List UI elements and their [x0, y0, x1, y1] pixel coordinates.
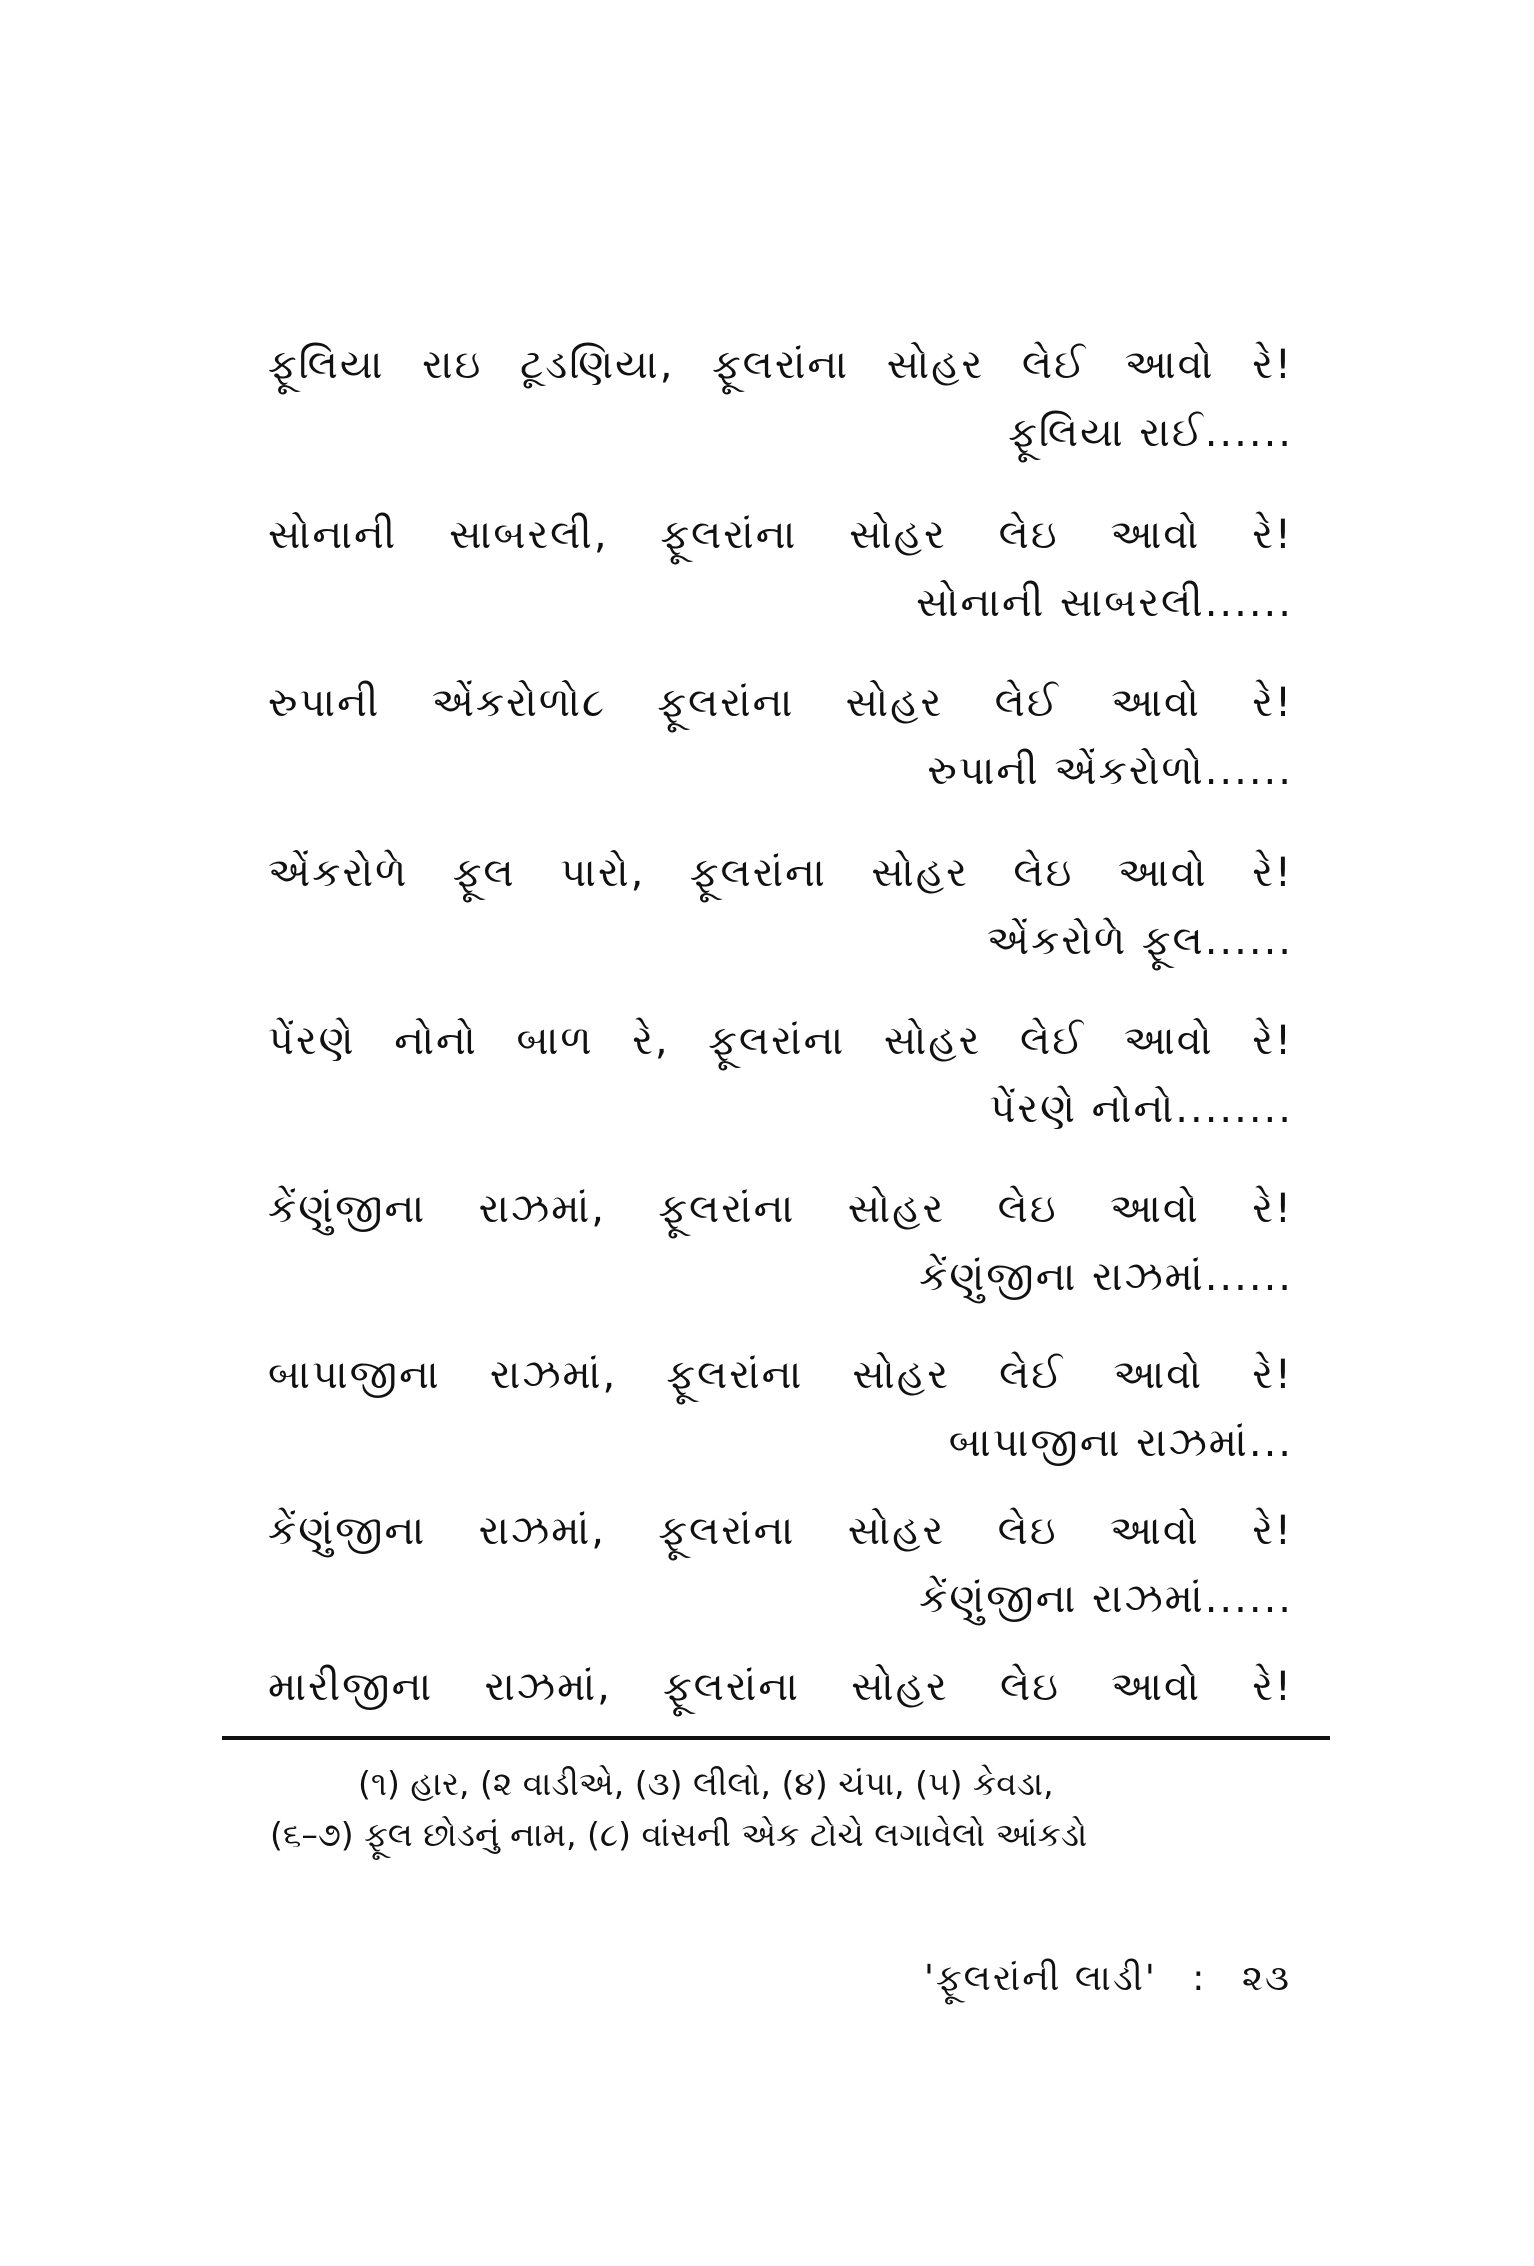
line-word: મારીજીના — [268, 1664, 434, 1710]
stanza-refrain: કેંણુંજીના રાઝમાં...... — [919, 1576, 1293, 1622]
line-word: સોહર — [845, 680, 944, 726]
page-footer — [924, 1958, 1291, 2000]
line-word: આવો — [1110, 512, 1201, 558]
line-word: પારો, — [560, 850, 646, 896]
stanza-refrain: રુપાની એંકરોળો...... — [927, 748, 1293, 794]
line-word: ફૂલરાંના — [663, 1664, 800, 1710]
line-word: રે! — [1252, 850, 1293, 896]
line-word: લેઇ — [1013, 850, 1074, 896]
stanza-line — [268, 850, 1293, 896]
stanza-8 — [268, 1508, 1293, 1622]
line-word: લેઈ — [1021, 342, 1088, 388]
stanza-line — [268, 512, 1293, 558]
line-word: કેંણુંજીના — [268, 1186, 427, 1232]
stanza-2 — [268, 512, 1293, 626]
line-word: એંકરોળો૮ — [431, 680, 607, 726]
line-word: આવો — [1111, 1664, 1201, 1710]
line-word: નોનો — [394, 1018, 478, 1064]
line-word: ફૂલરાંના — [689, 850, 827, 896]
line-word: ફૂલરાંના — [660, 512, 798, 558]
line-word: રે! — [1252, 1018, 1293, 1064]
line-word: લેઈ — [999, 1352, 1065, 1398]
line-word: રે! — [1252, 1186, 1293, 1232]
line-word: સોનાની — [268, 512, 398, 558]
stanza-refrain: સોનાની સાબરલી...... — [916, 580, 1293, 626]
line-word: લેઇ — [999, 1664, 1060, 1710]
line-word: સોહર — [851, 1664, 949, 1710]
stanza-line — [268, 680, 1293, 726]
line-word: પેંરણે — [268, 1018, 356, 1064]
line-word: સોહર — [883, 1018, 982, 1064]
stanza-3 — [268, 680, 1293, 794]
line-word: આવો — [1113, 1352, 1204, 1398]
running-title: 'ફૂલરાંની લાડી' — [924, 1958, 1157, 1999]
stanza-line — [268, 342, 1293, 388]
line-word: ફૂલરાંના — [708, 1018, 846, 1064]
line-word: સોહર — [852, 1352, 950, 1398]
stanza-refrain: ફૂલિયા રાઈ...... — [1008, 410, 1293, 456]
line-word: સાબરલી, — [449, 512, 609, 558]
line-word: ફૂલરાંના — [657, 680, 795, 726]
line-word: એંકરોળે — [268, 850, 409, 896]
line-word: લેઈ — [1020, 1018, 1086, 1064]
stanza-refrain: બાપાજીના રાઝમાં... — [948, 1420, 1293, 1466]
line-word: ટૂડણિયા, — [519, 342, 675, 388]
line-word: લેઈ — [994, 680, 1060, 726]
stanza-6 — [268, 1186, 1293, 1300]
line-word: રાઝમાં, — [489, 1352, 618, 1398]
footer-separator: : — [1192, 1958, 1207, 1999]
line-word: ફૂલરાંના — [712, 342, 849, 388]
line-word: લેઇ — [998, 512, 1059, 558]
line-word: રે! — [1252, 680, 1293, 726]
stanza-9 — [268, 1664, 1293, 1710]
line-word: રે! — [1252, 1508, 1293, 1554]
stanza-line — [268, 1508, 1293, 1554]
footnotes — [270, 1758, 1310, 1860]
line-word: લેઇ — [997, 1508, 1058, 1554]
line-word: ફૂલ — [452, 850, 516, 896]
line-word: રાઇ — [422, 342, 483, 388]
line-word: બાપાજીના — [268, 1352, 441, 1398]
line-word: લેઇ — [997, 1186, 1058, 1232]
stanza-5 — [268, 1018, 1293, 1132]
line-word: આવો — [1110, 1508, 1200, 1554]
line-word: ફૂલરાંના — [658, 1186, 796, 1232]
line-word: આવો — [1124, 342, 1215, 388]
page-number: ૨૩ — [1241, 1958, 1291, 1999]
stanza-line — [268, 1352, 1293, 1398]
line-word: રે, — [632, 1018, 670, 1064]
line-word: આવો — [1110, 1186, 1200, 1232]
line-word: રે! — [1252, 512, 1293, 558]
line-word: બાળ — [516, 1018, 594, 1064]
line-word: આવો — [1117, 850, 1208, 896]
stanza-line — [268, 1664, 1293, 1710]
line-word: સોહર — [886, 342, 985, 388]
line-word: રે! — [1252, 342, 1293, 388]
line-word: સોહર — [871, 850, 969, 896]
stanza-refrain: પેંરણે નોનો........ — [989, 1086, 1293, 1132]
line-word: રાઝમાં, — [478, 1186, 606, 1232]
line-word: રે! — [1252, 1352, 1293, 1398]
stanza-4 — [268, 850, 1293, 964]
line-word: રાઝમાં, — [484, 1664, 612, 1710]
stanza-line — [268, 1018, 1293, 1064]
line-word: રાઝમાં, — [478, 1508, 606, 1554]
line-word: સોહર — [847, 1508, 946, 1554]
line-word: ફૂલિયા — [268, 342, 385, 388]
stanza-line — [268, 1186, 1293, 1232]
footnote-line: (૧) હાર, (૨ વાડીએ, (૩) લીલો, (૪) ચંપા, (૫) કેવડા, — [358, 1764, 1054, 1803]
stanza-refrain: કેંણુંજીના રાઝમાં...... — [919, 1254, 1293, 1300]
footnote-divider — [222, 1736, 1330, 1740]
line-word: રે! — [1252, 1664, 1293, 1710]
line-word: સોહર — [847, 1186, 946, 1232]
stanza-7 — [268, 1352, 1293, 1466]
line-word: સોહર — [849, 512, 947, 558]
line-word: ફૂલરાંના — [658, 1508, 796, 1554]
stanza-1 — [268, 342, 1293, 456]
line-word: આવો — [1111, 680, 1201, 726]
line-word: આવો — [1123, 1018, 1214, 1064]
line-word: ફૂલરાંના — [666, 1352, 804, 1398]
stanza-refrain: એંકરોળે ફૂલ...... — [986, 918, 1293, 964]
line-word: રુપાની — [268, 680, 381, 726]
footnote-line: (૬–૭) ફૂલ છોડનું નામ, (૮) વાંસની એક ટોચે લગાવેલો આંકડો — [270, 1815, 1088, 1855]
line-word: કેંણુંજીના — [268, 1508, 427, 1554]
